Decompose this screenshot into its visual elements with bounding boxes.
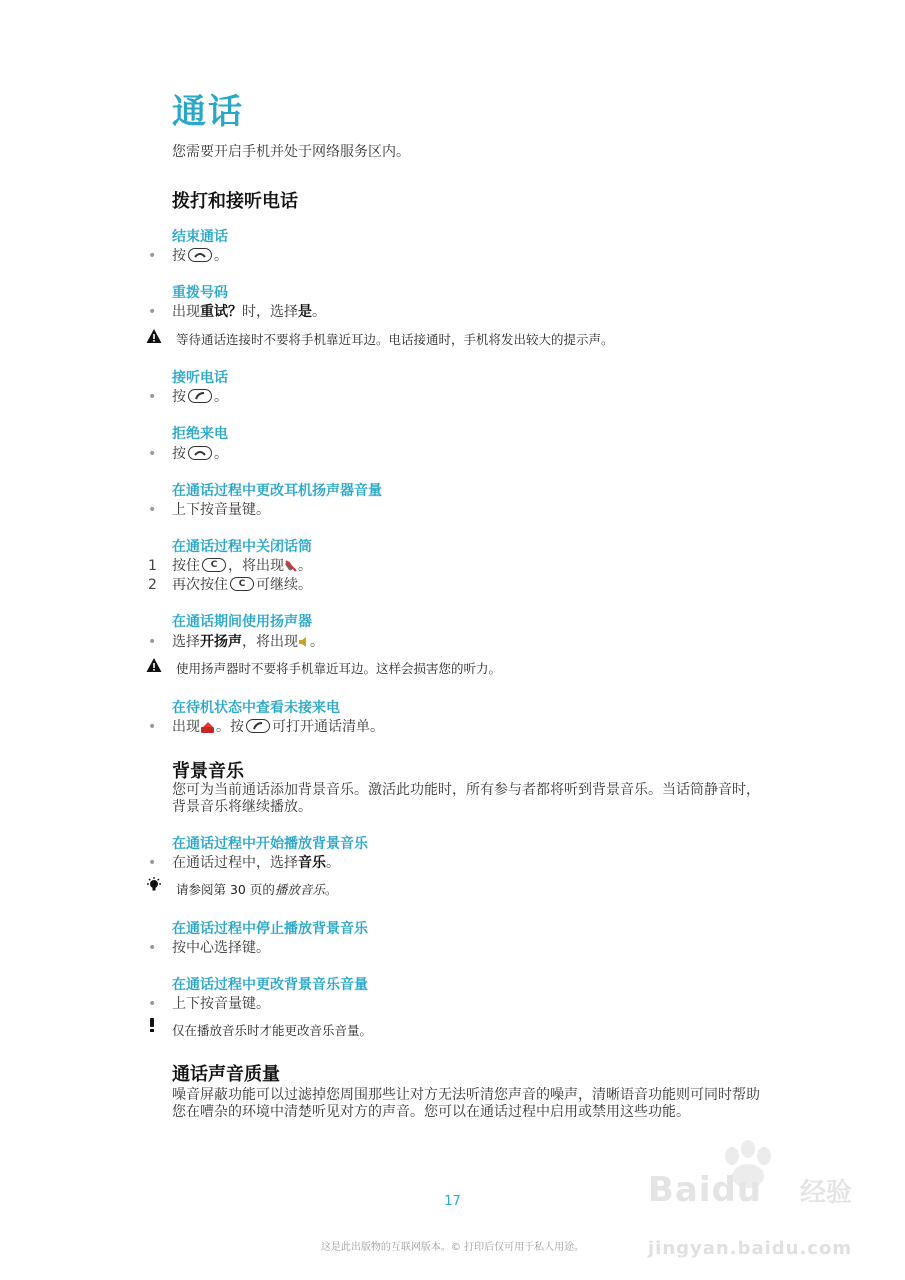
music-tip: 请参阅第 30 页的播放音乐。 bbox=[176, 882, 338, 897]
subheading-start-music: 在通话过程中开始播放背景音乐 bbox=[172, 836, 368, 852]
subheading-missed-calls: 在待机状态中查看未接来电 bbox=[172, 700, 340, 716]
subheading-answer: 接听电话 bbox=[172, 370, 228, 386]
reject-instruction: 按 。 bbox=[172, 446, 228, 462]
bullet: • bbox=[148, 446, 157, 462]
mute-step-2: 再次按住 C 可继续。 bbox=[172, 577, 312, 593]
end-key-icon bbox=[188, 446, 212, 460]
bullet: • bbox=[148, 389, 157, 405]
warning-icon bbox=[146, 328, 162, 344]
answer-instruction: 按 。 bbox=[172, 389, 228, 405]
step-number: 1 bbox=[148, 558, 157, 574]
subheading-stop-music: 在通话过程中停止播放背景音乐 bbox=[172, 921, 368, 937]
mute-step-1: 按住 C ，将出现 。 bbox=[172, 558, 312, 574]
background-music-text: 您可为当前通话添加背景音乐。激活此功能时，所有参与者都将听到背景音乐。当话筒静音时，背景音乐将继续播放。 bbox=[172, 782, 760, 815]
exclamation-note-icon bbox=[146, 1017, 158, 1033]
end-key-icon bbox=[188, 248, 212, 262]
call-key-icon bbox=[188, 389, 212, 403]
bullet: • bbox=[148, 996, 157, 1012]
stop-music-text: 按中心选择键。 bbox=[172, 940, 270, 956]
music-volume-note: 仅在播放音乐时才能更改音乐音量。 bbox=[172, 1023, 373, 1038]
page-number: 17 bbox=[444, 1194, 461, 1209]
c-key-icon: C bbox=[202, 558, 226, 572]
end-call-instruction: 按 。 bbox=[172, 248, 228, 264]
mic-off-icon bbox=[284, 559, 298, 573]
redial-instruction: 出现重试？时，选择是。 bbox=[172, 304, 326, 320]
step-number: 2 bbox=[148, 577, 157, 593]
bullet: • bbox=[148, 502, 157, 518]
bullet: • bbox=[148, 248, 157, 264]
bullet: • bbox=[148, 719, 157, 735]
baidu-watermark-url: jingyan.baidu.com bbox=[648, 1238, 853, 1259]
start-music-instruction: 在通话过程中，选择音乐。 bbox=[172, 855, 340, 871]
subheading-earpiece-volume: 在通话过程中更改耳机扬声器音量 bbox=[172, 483, 382, 499]
earpiece-volume-text: 上下按音量键。 bbox=[172, 502, 270, 518]
redial-warning: 等待通话连接时不要将手机靠近耳边。电话接通时，手机将发出较大的提示声。 bbox=[176, 332, 614, 347]
warning-icon bbox=[146, 657, 162, 673]
missed-calls-instruction: 出现 。按 可打开通话清单。 bbox=[172, 719, 384, 735]
section-heading-background-music: 背景音乐 bbox=[172, 761, 244, 782]
section-heading-calls: 拨打和接听电话 bbox=[172, 191, 298, 212]
intro-text: 您需要开启手机并处于网络服务区内。 bbox=[172, 144, 410, 160]
bullet: • bbox=[148, 304, 157, 320]
subheading-music-volume: 在通话过程中更改背景音乐音量 bbox=[172, 977, 368, 993]
c-key-icon: C bbox=[230, 577, 254, 591]
bullet: • bbox=[148, 940, 157, 956]
subheading-end-call: 结束通话 bbox=[172, 229, 228, 245]
baidu-watermark-cn: 经验 bbox=[800, 1178, 853, 1208]
music-volume-text: 上下按音量键。 bbox=[172, 996, 270, 1012]
bullet: • bbox=[148, 855, 157, 871]
page-title: 通话 bbox=[172, 92, 244, 132]
section-heading-call-quality: 通话声音质量 bbox=[172, 1064, 280, 1085]
missed-call-icon bbox=[200, 721, 216, 734]
speaker-icon bbox=[298, 636, 310, 648]
speaker-instruction: 选择开扬声，将出现 。 bbox=[172, 634, 324, 650]
footer-notice: 这是此出版物的互联网版本。© 打印后仅可用于私人用途。 bbox=[320, 1242, 585, 1253]
subheading-redial: 重拨号码 bbox=[172, 285, 228, 301]
bullet: • bbox=[148, 634, 157, 650]
baidu-watermark-logo: Baidu bbox=[648, 1170, 763, 1210]
subheading-reject: 拒绝来电 bbox=[172, 426, 228, 442]
speaker-warning: 使用扬声器时不要将手机靠近耳边。这样会损害您的听力。 bbox=[176, 661, 502, 676]
call-key-icon bbox=[246, 719, 270, 733]
subheading-mute: 在通话过程中关闭话筒 bbox=[172, 539, 312, 555]
call-quality-text: 噪音屏蔽功能可以过滤掉您周围那些让对方无法听清您声音的噪声，清晰语音功能则可同时帮助您在嘈杂的环境中清楚听见对方的声音。您可以在通话过程中启用或禁用这些功能。 bbox=[172, 1087, 760, 1120]
subheading-speaker: 在通话期间使用扬声器 bbox=[172, 614, 312, 630]
tip-lightbulb-icon bbox=[146, 877, 162, 893]
